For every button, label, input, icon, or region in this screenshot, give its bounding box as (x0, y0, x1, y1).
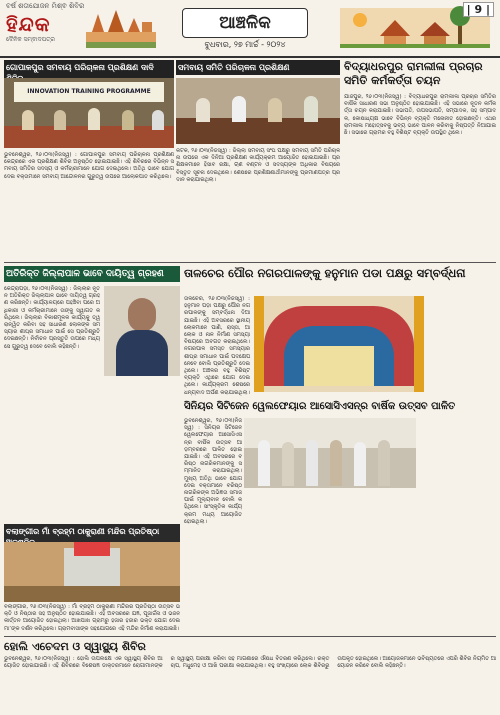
story-body: କେନ୍ଦ୍ରାପଡ଼ା, ୨୬।୦୩(ନିଜସ୍ୱ) : ଜିଲ୍ଲାର ନୂତନ ଅତିରିକ୍ତ ଜିଲ୍ଲାପାଳ ଭାବେ ଦାୟିତ୍ୱ ଗ୍ରହଣ କରିଛନ୍ତି। କାର୍ଯ୍ୟାଳୟରେ ପହଞ୍ଚିବା ପରେ ଅଧିକାରୀ ଓ କର୍ମଚାରୀମାନେ ତାଙ୍କୁ ସ୍ୱାଗତ କରିଥିଲେ। ଜିଲ୍ଲାର ବିକାଶମୂଳକ କାର୍ଯ୍ୟକୁ ତ୍ୱରାନ୍ୱିତ କରିବା ସହ ସାଧାରଣ ଲୋକଙ୍କ ସମସ୍ୟାର ଶୀଘ୍ର ସମାଧାନ ପାଇଁ ସେ ପ୍ରତିଶ୍ରୁତି ଦେଇଛନ୍ତି। ନିର୍ବାଚନ ପ୍ରସ୍ତୁତି ଉପରେ ମଧ୍ୟ ସେ ଗୁରୁତ୍ୱ ଦେବେ ବୋଲି କହିଛନ୍ତି। (4, 286, 100, 350)
story-headline: ଗୋପାଳପୁର ସମବାୟ ପରିଚାଳନା ପ୍ରଶିକ୍ଷଣ ଦାଦି (4, 60, 174, 86)
story-headline: ତାଳଚେର ପୌର ନଗରପାଳଙ୍କୁ ହନୁମାନ ପଡା ପକ୍ଷରୁ ସମ୍ବର୍ଦ୍ଧନା (184, 266, 466, 280)
meeting-photo (176, 78, 340, 144)
story-bolangir-temple (4, 524, 180, 634)
training-banner: INNOVATION TRAINING PROGRAMME (14, 82, 164, 102)
story-body: ଭୁବନେଶ୍ୱର, ୨୬।୦୩(ନିଜସ୍ୱ) : ହୋଲି ଉପଲକ୍ଷେ ଏକ ସ୍ୱାସ୍ଥ୍ୟ ଶିବିର ଆୟୋଜିତ ହୋଇଯାଇଛି। ଏହି ଶିବିରରେ ବିଶେଷଜ୍ଞ ଡାକ୍ତରମାନେ ରୋଗୀମାନଙ୍କର ସ୍ୱାସ୍ଥ୍ୟ ପରୀକ୍ଷା କରିବା ସହ ମାଗଣାରେ ଔଷଧ ବିତରଣ କରିଥିଲେ। ରକ୍ତଚାପ, ମଧୁମେହ ଓ ଆଖି ପରୀକ୍ଷା କରାଯାଇଥିଲା। ବହୁ ସଂଖ୍ୟାରେ ଲୋକ ଶିବିରରୁ ଉପକୃତ ହୋଇଥିଲେ। ଆୟୋଜକମାନେ ଭବିଷ୍ୟତରେ ଏପରି ଶିବିର ନିୟମିତ ଆୟୋଜନ କରିବେ ବୋଲି କହିଛନ୍ତି। (4, 656, 496, 670)
story-cooperative-management (176, 60, 340, 260)
logo-subtitle: ଦୈନିକ ସମ୍ବାଦପତ୍ର (6, 36, 55, 43)
story-body: ଭୁବନେଶ୍ୱର, ୨୬।୦୩(ନିଜସ୍ୱ) : ସିନିୟର ସିଟିଜେନ ୱେଲଫେୟାର ଆସୋସିଏସନ୍‌ର ବାର୍ଷିକ ଉତ୍ସବ ଆଡ଼ମ୍ବରରେ ପାଳିତ ହୋଇଯାଇଛି। ଏହି ଅବସରରେ ବରିଷ୍ଠ ନାଗରିକମାନଙ୍କୁ ସମ୍ମାନିତ କରାଯାଇଥିଲା। ମୁଖ୍ୟ ଅତିଥି ଭାବେ ଯୋଗ ଦେଇ ବକ୍ତାମାନେ ବରିଷ୍ଠ ନାଗରିକଙ୍କ ଅଭିଜ୍ଞତା ସମାଜ ପାଇଁ ମୂଲ୍ୟବାନ ବୋଲି କହିଥିଲେ। ସାଂସ୍କୃତିକ କାର୍ଯ୍ୟକ୍ରମ ମଧ୍ୟ ଆୟୋଜିତ ହୋଇଥିଲା। (184, 418, 242, 525)
page-number: | 9 | (463, 2, 494, 17)
top-line: ବର୍ଷ ଶତାଯୋଜନ ମିଶ୍ଵ ଶିବିର (6, 2, 85, 10)
story-headline: ବଲାଙ୍ଗୀର ମାଁ ବ୍ରହ୍ମ ଠାକୁରାଣୀ ମନ୍ଦିର ପ୍ରତିଷ୍ଠା (4, 524, 180, 550)
story-ramlila-committee (344, 60, 496, 260)
story-cooperative-training (4, 60, 174, 260)
temple-gate-photo (254, 296, 424, 392)
story-body: କଟକ, ୨୬।୦୩(ନିଜସ୍ୱ) : ଜିଲ୍ଲା ସମବାୟ ସଂଘ ପକ୍ଷରୁ ସମବାୟ ସମିତି ପରିଚାଳନା ଉପରେ ଏକ ଦିନିଆ ପ୍ରଶିକ୍ଷଣ କାର୍ଯ୍ୟକ୍ରମ ଆୟୋଜିତ ହୋଇଯାଇଛି। ପ୍ରଶିକ୍ଷକମାନେ ହିସାବ ରକ୍ଷା, ଋଣ ବଣ୍ଟନ ଓ ସଦସ୍ୟଙ୍କ ଅଧିକାର ବିଷୟରେ ବିସ୍ତୃତ ସୂଚନା ଦେଇଥିଲେ। ଶେଷରେ ପ୍ରଶିକ୍ଷଣାର୍ଥୀମାନଙ୍କୁ ପ୍ରମାଣପତ୍ର ପ୍ରଦାନ କରାଯାଇଥିଲା। (176, 148, 340, 183)
story-holi-health-camp (4, 640, 496, 712)
story-body: ଯାଜପୁର, ୨୬।୦୩(ନିଜସ୍ୱ) : ବିଦ୍ୟାଧରପୁର ରାମଲୀଳା ପ୍ରଚାର ସମିତିର ବାର୍ଷିକ ସାଧାରଣ ସଭା ଅନୁଷ୍ଠିତ ହୋଇଯାଇଛି। ଏହି ସଭାରେ ନୂତନ କର୍ମକର୍ତ୍ତା ଚୟନ କରାଯାଇଛି। ସଭାପତି, ଉପସଭାପତି, ସମ୍ପାଦକ, ସହ ସମ୍ପାଦକ, କୋଷାଧ୍ୟକ୍ଷ ଭାବେ ବିଭିନ୍ନ ବ୍ୟକ୍ତି ମନୋନୀତ ହୋଇଛନ୍ତି। ଏଥର ରାମଲୀଳା ମହୋତ୍ସବକୁ ଭବ୍ୟ ଭାବେ ପାଳନ କରିବାକୁ ନିଷ୍ପତ୍ତି ନିଆଯାଇଛି। ସଭାରେ ଗ୍ରାମର ବହୁ ବିଶିଷ୍ଟ ବ୍ୟକ୍ତି ଉପସ୍ଥିତ ଥିଲେ। (344, 94, 496, 137)
story-headline: ହୋଲି ଏଚେଦମ ଓ ସ୍ୱାସ୍ଥ୍ୟ ଶିବିର (4, 640, 146, 653)
masthead (0, 0, 500, 58)
training-photo (4, 78, 174, 148)
story-body: ତାଳଚେର, ୨୬।୦୩(ନିଜସ୍ୱ) : ହନୁମାନ ପଡ଼ା ପକ୍ଷରୁ ପୌର ନଗରପାଳଙ୍କୁ ସମ୍ବର୍ଦ୍ଧନା ଦିଆଯାଇଛି। ଏହି ଅବସରରେ ସ୍ଥାନୀୟ ଲୋକମାନେ ପାଣି, ରାସ୍ତା, ଆଲୋକ ଓ ନାଳ ନିର୍ମାଣ ସମସ୍ୟା ବିଷୟରେ ଅବଗତ କରାଇଥିଲେ। ନଗରପାଳ ସମସ୍ତ ସମସ୍ୟାର ଶୀଘ୍ର ସମାଧାନ ପାଇଁ ପଦକ୍ଷେପ ନେବେ ବୋଲି ପ୍ରତିଶ୍ରୁତି ଦେଇଥିଲେ। ଅଞ୍ଚଳର ବହୁ ବିଶିଷ୍ଟ ବ୍ୟକ୍ତି ଏଥିରେ ଯୋଗ ଦେଇଥିଲେ। କାର୍ଯ୍ୟକ୍ରମ ଶେଷରେ ଧନ୍ୟବାଦ ଅର୍ପଣ କରାଯାଇଥିଲା। (184, 296, 250, 396)
newspaper-logo: ହିନ୍ଦକ (6, 12, 51, 36)
divider (4, 262, 496, 263)
section-title: ଆଞ୍ଚଳିକ (182, 8, 308, 38)
dateline: ବୁଧବାର, ୨୭ ମାର୍ଚ୍ଚ - ୨୦୨୪ (204, 40, 286, 49)
story-headline: ଅତିରିକ୍ତ ଜିଲ୍ଲାପାଳ ଭାବେ ଦାୟିତ୍ୱ ଗ୍ରହଣ (4, 266, 180, 282)
story-additional-collector (4, 266, 180, 520)
story-body: ଭୁବନେଶ୍ୱର, ୨୬।୦୩(ନିଜସ୍ୱ) : ଗୋପାଳପୁର ସମବାୟ ପରିଚାଳନା ପ୍ରଶିକ୍ଷଣ କେନ୍ଦ୍ରରେ ଏକ ପ୍ରଶିକ୍ଷଣ ଶିବିର ଅନୁଷ୍ଠିତ ହୋଇଯାଇଛି। ଏହି ଶିବିରରେ ବିଭିନ୍ନ ସମବାୟ ସମିତିର ସଦସ୍ୟ ଓ କର୍ମଚାରୀମାନେ ଯୋଗ ଦେଇଥିଲେ। ଅତିଥି ଭାବେ ଯୋଗ ଦେଇ ବକ୍ତାମାନେ ସମବାୟ ଆନ୍ଦୋଳନର ଗୁରୁତ୍ୱ ଉପରେ ଆଲୋକପାତ କରିଥିଲେ। (4, 152, 174, 180)
story-headline: ସିନିୟର ସିଟିଜେନ ୱେଲଫେୟାର ଆସୋସିଏସନ୍‌ର ବାର୍ଷିକ ଉତ୍ସବ ପାଳିତ (184, 401, 456, 412)
temple-photo (4, 542, 180, 602)
temple-skyline-icon (86, 8, 156, 48)
story-senior-citizen-festival (184, 400, 496, 525)
story-headline: ବିଦ୍ୟାଧରପୁର ରାମଲୀଳା ପ୍ରଚାର ସମିତି କର୍ମକର୍ତ୍ତା ଚୟନ (344, 60, 483, 87)
officer-portrait (104, 286, 180, 376)
story-headline: ସମବାୟ ସମିତି ପରିଚାଳନା ପ୍ରଶିକ୍ଷଣ (176, 60, 340, 75)
story-body: ବଲାଙ୍ଗୀର, ୨୬।୦୩(ନିଜସ୍ୱ) : ମାଁ ବ୍ରହ୍ମ ଠାକୁରାଣୀ ମନ୍ଦିରର ପ୍ରତିଷ୍ଠା ଉତ୍ସବ ଭକ୍ତି ଓ ନିଷ୍ଠାର ସହ ଅନୁଷ୍ଠିତ ହୋଇଯାଇଛି। ଏହି ଅବସରରେ ଯଜ୍ଞ, ପୂଜାର୍ଚ୍ଚନା ଓ ଭଜନ କୀର୍ତ୍ତନ ଆୟୋଜିତ ହୋଇଥିଲା। ଆଖପାଖ ଗ୍ରାମରୁ ହଜାର ହଜାର ଭକ୍ତ ଯୋଗ ଦେଇ ମା’ଙ୍କ ଦର୍ଶନ କରିଥିଲେ। ଗ୍ରାମବାସୀଙ୍କ ସହଯୋଗରେ ଏହି ମନ୍ଦିର ନିର୍ମାଣ କରାଯାଇଛି। (4, 604, 180, 632)
group-photo (244, 418, 416, 488)
story-talcher-felicitation (184, 266, 496, 396)
divider (4, 636, 496, 637)
